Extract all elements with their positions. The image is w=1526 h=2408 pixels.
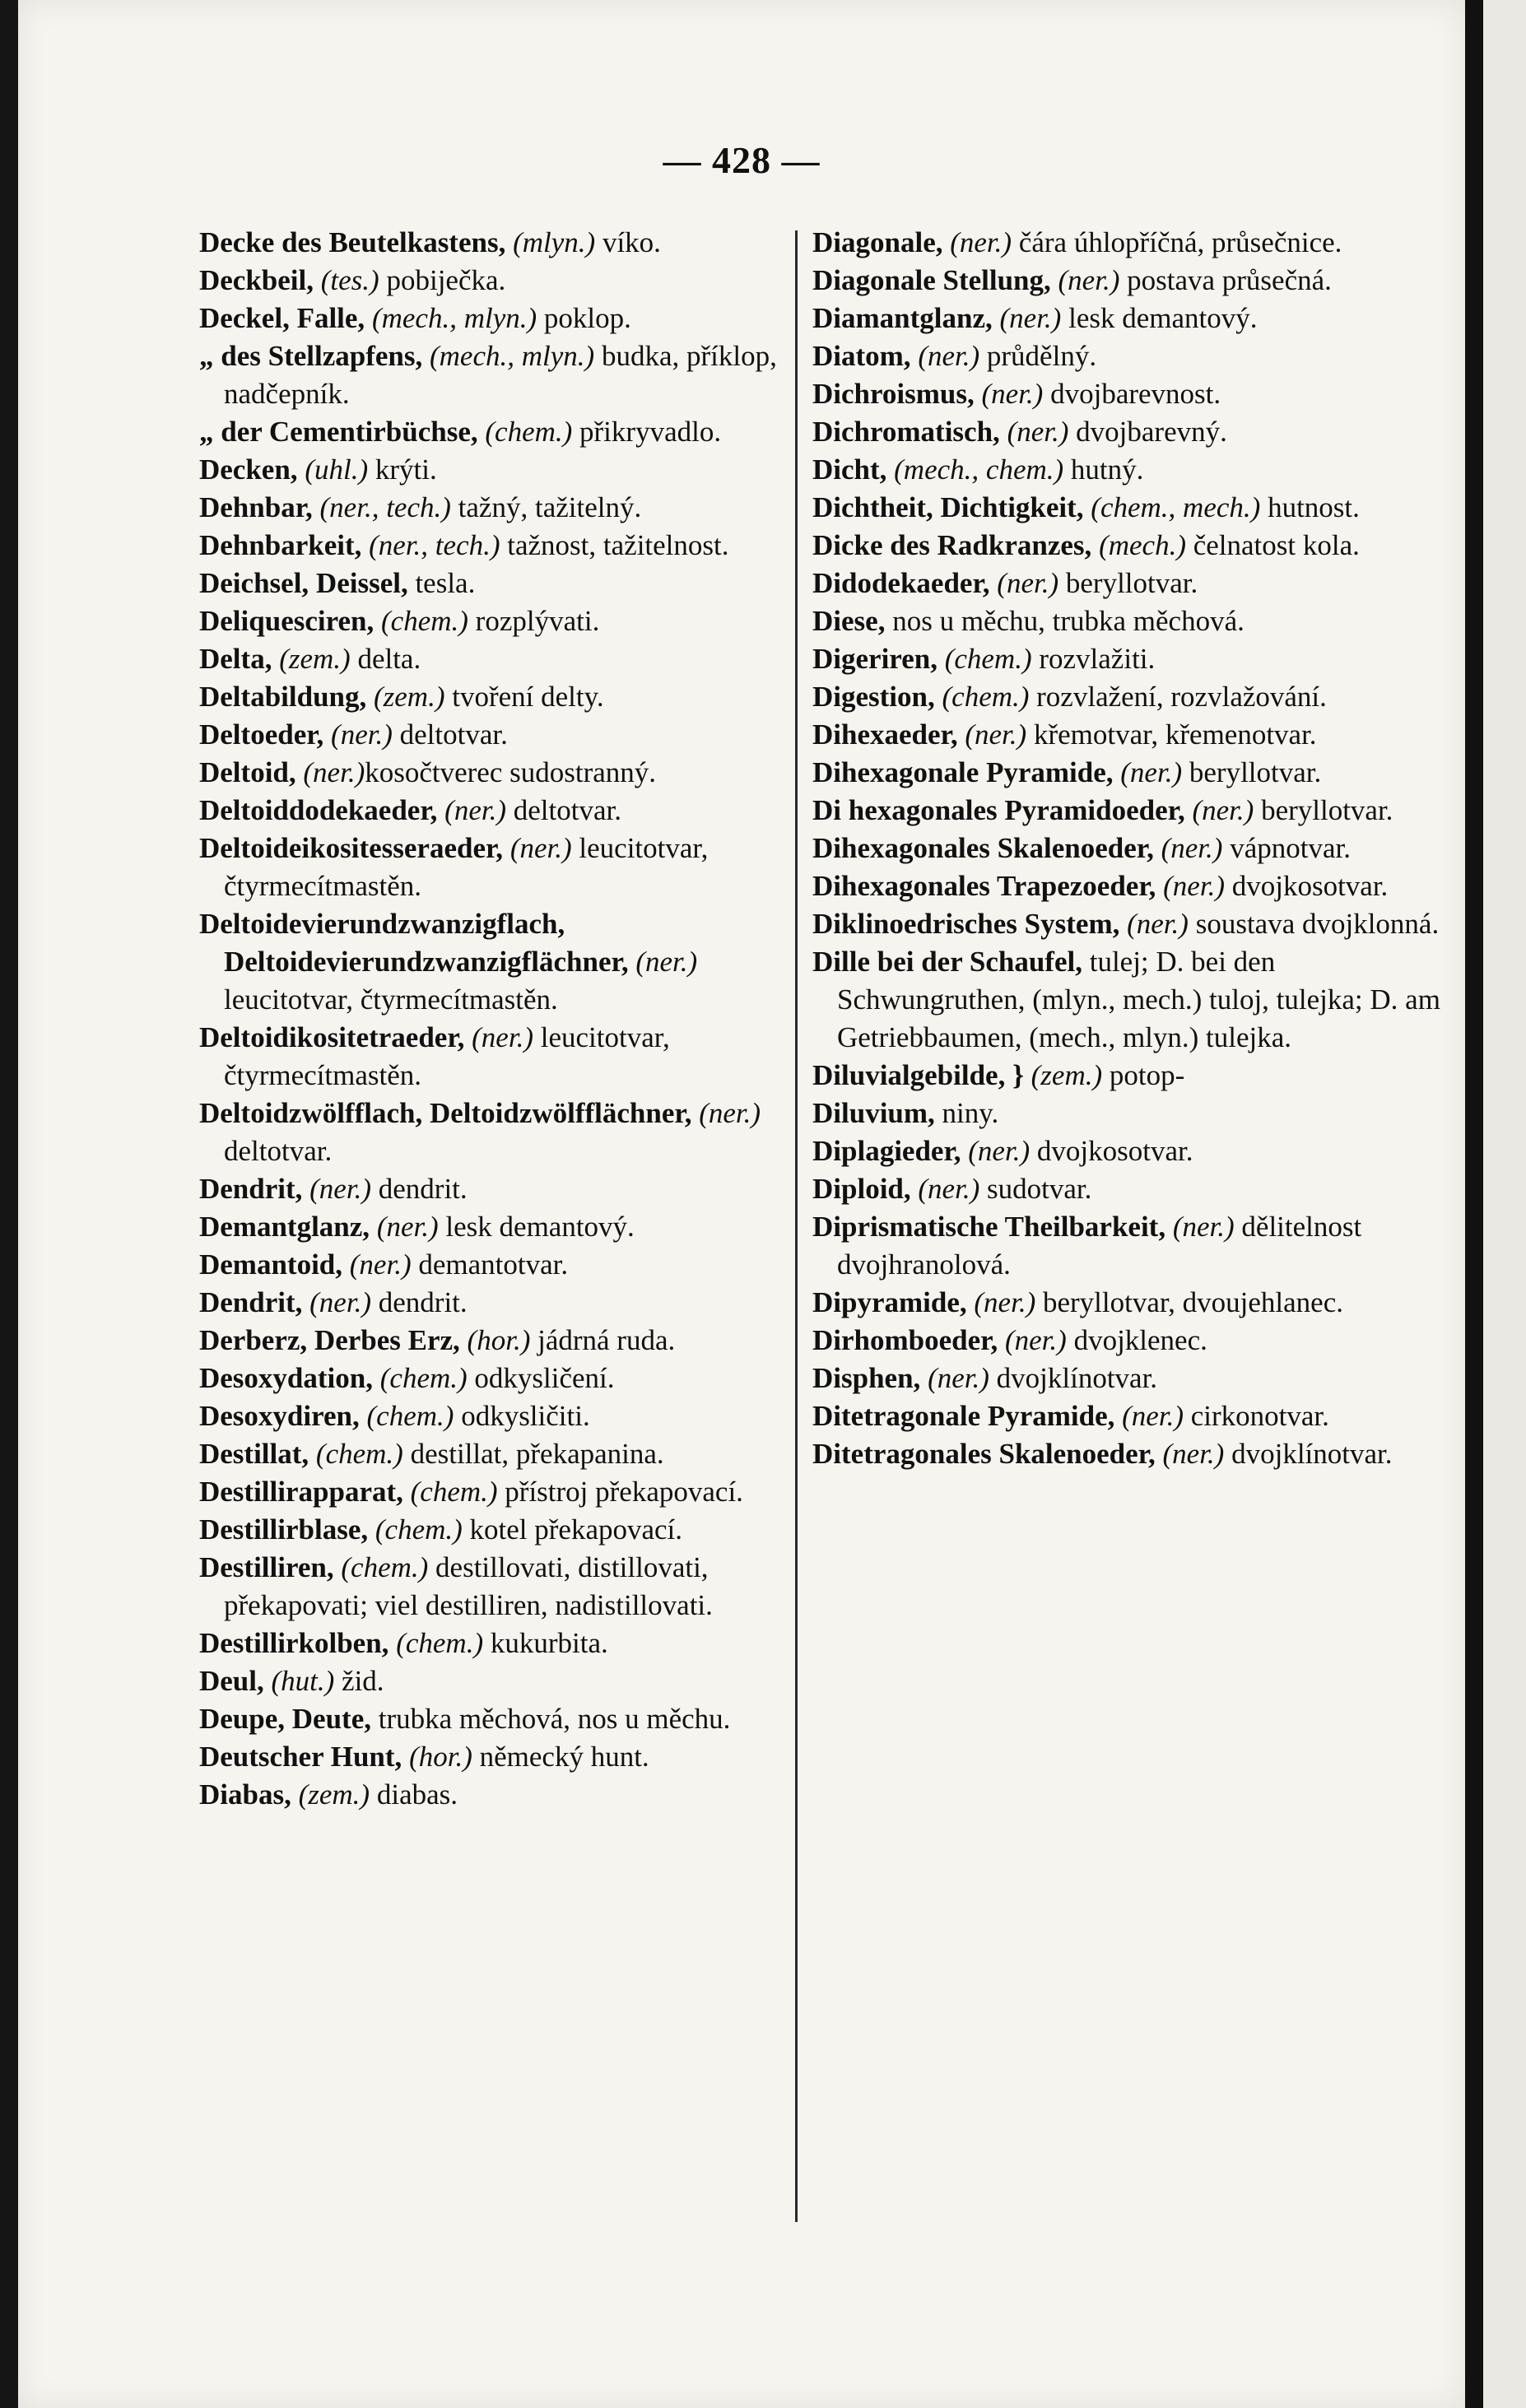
entry-field-label: (ner.) — [699, 1097, 761, 1129]
entry-headword: Diagonale, — [812, 226, 943, 258]
entry-translation: cirkonotvar. — [1184, 1400, 1329, 1432]
entry-translation: tesla. — [407, 567, 476, 599]
entry-field-label: (hut.) — [271, 1665, 335, 1697]
dictionary-entry — [199, 1549, 829, 1625]
entry-field-label: (ner.) — [303, 756, 365, 788]
entry-field-label: (chem.) — [944, 643, 1032, 675]
dictionary-entry — [812, 1095, 1442, 1132]
entry-translation: poklop. — [537, 302, 631, 334]
entry-headword: Diluvium, — [812, 1097, 935, 1129]
entry-field-label: (ner.) — [331, 718, 393, 751]
entry-field-label: (ner.) — [349, 1248, 412, 1281]
entry-translation: leucitotvar, čtyrmecítmastěn. — [224, 832, 709, 902]
entry-headword: Deltoidzwölfflach, Deltoidzwölfflächner, — [199, 1097, 692, 1129]
entry-field-label: (mlyn.) — [513, 226, 596, 258]
entry-headword: Decken, — [199, 453, 298, 486]
entry-translation: přístroj překapovací. — [497, 1476, 743, 1508]
entry-translation: beryllotvar. — [1182, 756, 1322, 788]
entry-translation: tažnost, tažitelnost. — [500, 529, 729, 561]
entry-headword: Deckel, Falle, — [199, 302, 365, 334]
entry-headword: Dirhomboeder, — [812, 1324, 998, 1356]
entry-translation: tulej; D. bei den Schwungruthen, (mlyn., mech.) tuloj, tulejka; D. am Getriebbaumen, (mech., mlyn.) tulejka. — [837, 946, 1440, 1053]
dictionary-entry — [199, 1511, 829, 1549]
entry-field-label: (zem.) — [279, 643, 351, 675]
entry-translation: lesk demantový. — [438, 1211, 635, 1243]
dictionary-entry — [199, 602, 829, 640]
entry-translation: odkysličení. — [467, 1362, 615, 1394]
entry-translation: delta. — [350, 643, 421, 675]
dictionary-entry — [199, 1208, 829, 1246]
page-number: — 428 — — [663, 139, 821, 181]
entry-headword: Diprismatische Theilbarkeit, — [812, 1211, 1166, 1243]
entry-translation: beryllotvar, dvoujehlanec. — [1035, 1286, 1343, 1318]
dictionary-entry — [812, 224, 1442, 262]
entry-headword: Diabas, — [199, 1778, 291, 1811]
dictionary-entry — [812, 337, 1442, 375]
dictionary-entry — [812, 754, 1442, 792]
entry-headword: Destillirblase, — [199, 1513, 369, 1546]
entry-headword: Decke des Beutelkastens, — [199, 226, 506, 258]
entry-translation: leucitotvar, čtyrmecítmastěn. — [224, 983, 558, 1016]
entry-field-label: (ner.) — [999, 302, 1062, 334]
entry-headword: Destillirkolben, — [199, 1627, 389, 1659]
dictionary-entry — [812, 451, 1442, 489]
dictionary-entry — [199, 1776, 829, 1814]
column-divider — [795, 230, 798, 2222]
entry-field-label: (hor.) — [409, 1741, 472, 1773]
entry-translation: hutnost. — [1260, 491, 1360, 523]
entry-field-label: (ner.) — [918, 340, 980, 372]
entry-headword: Delta, — [199, 643, 272, 675]
entry-field-label: (ner.) — [1120, 756, 1183, 788]
dictionary-entry — [199, 262, 829, 300]
adjacent-page-edge — [1465, 0, 1526, 2408]
dictionary-entry — [199, 1397, 829, 1435]
entry-field-label: (ner.) — [1192, 794, 1254, 826]
dictionary-entry — [199, 905, 829, 1019]
entry-translation: niny. — [934, 1097, 999, 1129]
entry-field-label: (ner.) — [309, 1286, 371, 1318]
entry-translation: beryllotvar. — [1254, 794, 1393, 826]
dictionary-entry — [199, 1662, 829, 1700]
dictionary-entry — [199, 754, 829, 792]
entry-translation: německý hunt. — [472, 1741, 649, 1773]
dictionary-entry — [199, 830, 829, 905]
entry-translation: dvojklínotvar. — [989, 1362, 1158, 1394]
right-column — [812, 224, 1442, 1473]
entry-headword: Diese, — [812, 605, 886, 637]
entry-field-label: (ner.) — [1127, 908, 1189, 940]
entry-translation: tvoření delty. — [444, 681, 604, 713]
dictionary-entry — [199, 716, 829, 754]
entry-field-label: (ner.) — [1004, 1324, 1067, 1356]
dictionary-entry — [812, 830, 1442, 867]
dictionary-entry — [199, 1246, 829, 1284]
entry-translation: čelnatost kola. — [1185, 529, 1360, 561]
entry-headword: „ der Cementirbüchse, — [199, 416, 478, 448]
dictionary-entry — [812, 1360, 1442, 1397]
entry-headword: Deckbeil, — [199, 264, 314, 296]
entry-headword: Digeriren, — [812, 643, 937, 675]
entry-headword: Deltoeder, — [199, 718, 324, 751]
entry-headword: Deltabildung, — [199, 681, 367, 713]
entry-translation: dělitelnost dvojhranolová. — [837, 1211, 1362, 1281]
entry-translation: průdělný. — [979, 340, 1097, 372]
entry-field-label: (chem.) — [375, 1513, 463, 1546]
entry-translation: deltotvar. — [392, 718, 508, 751]
entry-translation: destillovati, distillovati, překapovati; viel destilliren, nadistillovati. — [224, 1551, 713, 1621]
entry-headword: Deltoid, — [199, 756, 296, 788]
entry-headword: Diagonale Stellung, — [812, 264, 1051, 296]
dictionary-entry — [812, 602, 1442, 640]
entry-translation: diabas. — [370, 1778, 458, 1811]
dictionary-entry — [199, 451, 829, 489]
entry-headword: Dille bei der Schaufel, — [812, 946, 1082, 978]
dictionary-entry — [199, 1170, 829, 1208]
dictionary-entry — [812, 640, 1442, 678]
entry-field-label: (ner.) — [1122, 1400, 1184, 1432]
entry-translation: čára úhlopříčná, průsečnice. — [1012, 226, 1342, 258]
dictionary-entry — [199, 1095, 829, 1170]
entry-field-label: (zem.) — [374, 681, 445, 713]
entry-field-label: (ner.) — [635, 946, 698, 978]
entry-headword: Dicke des Radkranzes, — [812, 529, 1092, 561]
entry-headword: Deltoidikositetraeder, — [199, 1021, 465, 1053]
entry-field-label: (mech., chem.) — [894, 453, 1064, 486]
entry-translation: budka, příklop, nadčepník. — [224, 340, 777, 410]
next-page-strip — [1483, 0, 1526, 2408]
entry-translation: odkysličiti. — [454, 1400, 590, 1432]
entry-field-label: (ner.) — [981, 378, 1044, 410]
entry-field-label: (chem.) — [341, 1551, 429, 1583]
entry-headword: Dichroismus, — [812, 378, 975, 410]
dictionary-entry — [199, 640, 829, 678]
dictionary-entry — [199, 1738, 829, 1776]
entry-translation: dvojklenec. — [1066, 1324, 1207, 1356]
entry-headword: Destillat, — [199, 1438, 309, 1470]
entry-headword: Dehnbarkeit, — [199, 529, 362, 561]
entry-translation: trubka měchová, nos u měchu. — [371, 1703, 731, 1735]
dictionary-entry — [812, 413, 1442, 451]
dictionary-entry — [199, 1700, 829, 1738]
entry-translation: rozplývati. — [468, 605, 600, 637]
entry-translation: víko. — [595, 226, 661, 258]
entry-headword: Destillirapparat, — [199, 1476, 403, 1508]
entry-headword: Ditetragonales Skalenoeder, — [812, 1438, 1156, 1470]
dictionary-entry — [199, 337, 829, 413]
dictionary-entry — [812, 527, 1442, 565]
entry-field-label: (chem.) — [381, 605, 468, 637]
entry-field-label: (chem.) — [379, 1362, 468, 1394]
entry-translation: leucitotvar, čtyrmecítmastěn. — [224, 1021, 670, 1091]
entry-headword: Dendrit, — [199, 1173, 303, 1205]
dictionary-entry — [812, 1057, 1442, 1095]
entry-field-label: (ner.) — [1162, 1438, 1225, 1470]
entry-headword: Demantglanz, — [199, 1211, 370, 1243]
entry-translation: žid. — [334, 1665, 384, 1697]
entry-headword: Deichsel, Deissel, — [199, 567, 408, 599]
entry-headword: Dendrit, — [199, 1286, 303, 1318]
entry-field-label: (ner.) — [1161, 832, 1223, 864]
entry-translation: postava průsečná. — [1119, 264, 1332, 296]
entry-translation: kotel překapovací. — [462, 1513, 683, 1546]
entry-field-label: (ner.) — [1172, 1211, 1235, 1243]
entry-field-label: (chem.) — [485, 416, 573, 448]
dictionary-entry — [812, 678, 1442, 716]
entry-headword: Dicht, — [812, 453, 887, 486]
entry-translation: pobiječka. — [379, 264, 506, 296]
entry-headword: Dehnbar, — [199, 491, 313, 523]
dictionary-entry — [812, 1284, 1442, 1322]
entry-headword: Deltoidevierundzwanzigflach, Deltoidevierundzwanzigflächner, — [199, 908, 629, 978]
dictionary-entry — [812, 1170, 1442, 1208]
dictionary-entry — [812, 943, 1442, 1057]
entry-headword: Dichtheit, Dichtigkeit, — [812, 491, 1084, 523]
entry-field-label: (tes.) — [320, 264, 379, 296]
entry-field-label: (ner.) — [997, 567, 1059, 599]
entry-headword: Diploid, — [812, 1173, 911, 1205]
entry-headword: Dihexagonales Trapezoeder, — [812, 870, 1156, 902]
dictionary-entry — [199, 224, 829, 262]
dictionary-entry — [812, 905, 1442, 943]
entry-field-label: (mech., mlyn.) — [371, 302, 537, 334]
entry-translation: kukurbita. — [483, 1627, 608, 1659]
entry-field-label: (ner.) — [1058, 264, 1120, 296]
dictionary-entry — [812, 375, 1442, 413]
dictionary-entry — [812, 300, 1442, 337]
dictionary-entry — [199, 565, 829, 602]
entry-headword: Di hexagonales Pyramidoeder, — [812, 794, 1185, 826]
entry-translation: rozvlažení, rozvlažování. — [1029, 681, 1327, 713]
dictionary-entry — [812, 716, 1442, 754]
dictionary-entry — [812, 565, 1442, 602]
entry-field-label: (chem.) — [366, 1400, 454, 1432]
dictionary-entry — [812, 1397, 1442, 1435]
entry-field-label: (chem.) — [942, 681, 1030, 713]
entry-headword: Digestion, — [812, 681, 935, 713]
dictionary-entry — [812, 792, 1442, 830]
entry-headword: Desoxydiren, — [199, 1400, 360, 1432]
entry-translation: deltotvar. — [224, 1135, 333, 1167]
entry-translation: deltotvar. — [506, 794, 621, 826]
entry-field-label: (ner.) — [974, 1286, 1036, 1318]
entry-headword: Deliquesciren, — [199, 605, 375, 637]
entry-headword: Diklinoedrisches System, — [812, 908, 1120, 940]
entry-field-label: (ner., tech.) — [369, 529, 500, 561]
entry-translation: dvojbarevný. — [1068, 416, 1227, 448]
dictionary-entry — [812, 489, 1442, 527]
entry-field-label: (zem.) — [298, 1778, 370, 1811]
dictionary-entry — [812, 867, 1442, 905]
entry-translation: dvojklínotvar. — [1224, 1438, 1393, 1470]
entry-field-label: (chem.) — [396, 1627, 484, 1659]
dictionary-entry — [199, 1284, 829, 1322]
entry-headword: Deupe, Deute, — [199, 1703, 371, 1735]
entry-translation: destillat, překapanina. — [402, 1438, 664, 1470]
dictionary-page — [18, 0, 1465, 2408]
entry-translation: přikryvadlo. — [572, 416, 722, 448]
entry-field-label: (ner.) — [1163, 870, 1225, 902]
entry-headword: Diplagieder, — [812, 1135, 961, 1167]
dictionary-entry — [199, 678, 829, 716]
entry-field-label: (ner.) — [928, 1362, 989, 1394]
entry-field-label: (ner.) — [918, 1173, 980, 1205]
entry-translation: dvojkosotvar. — [1030, 1135, 1193, 1167]
entry-field-label: (ner.) — [968, 1135, 1031, 1167]
dictionary-entry — [199, 413, 829, 451]
entry-headword: Destilliren, — [199, 1551, 334, 1583]
entry-field-label: (ner.) — [309, 1173, 371, 1205]
entry-field-label: (chem., mech.) — [1091, 491, 1261, 523]
entry-translation: křemotvar, křemenotvar. — [1026, 718, 1317, 751]
entry-headword: Deltoideikositesseraeder, — [199, 832, 504, 864]
entry-translation: demantotvar. — [411, 1248, 569, 1281]
dictionary-entry — [199, 1360, 829, 1397]
left-column — [199, 224, 829, 1814]
entry-field-label: (uhl.) — [305, 453, 369, 486]
entry-headword: Didodekaeder, — [812, 567, 990, 599]
dictionary-entry — [199, 1019, 829, 1095]
dictionary-entry — [199, 1435, 829, 1473]
entry-translation: jádrná ruda. — [530, 1324, 676, 1356]
entry-translation: vápnotvar. — [1222, 832, 1351, 864]
dictionary-entry — [812, 1208, 1442, 1284]
entry-field-label: (hor.) — [467, 1324, 531, 1356]
dictionary-entry — [199, 300, 829, 337]
entry-headword: Ditetragonale Pyramide, — [812, 1400, 1115, 1432]
entry-translation: rozvlažiti. — [1031, 643, 1156, 675]
entry-translation: beryllotvar. — [1058, 567, 1198, 599]
entry-headword: Diatom, — [812, 340, 911, 372]
entry-translation: krýti. — [368, 453, 437, 486]
entry-headword: Deul, — [199, 1665, 264, 1697]
dictionary-entry — [812, 262, 1442, 300]
entry-field-label: (ner.) — [376, 1211, 439, 1243]
entry-headword: Derberz, Derbes Erz, — [199, 1324, 460, 1356]
entry-translation: dendrit. — [371, 1173, 468, 1205]
entry-translation: potop- — [1102, 1059, 1185, 1091]
entry-translation: dvojbarevnost. — [1043, 378, 1221, 410]
dictionary-entry — [199, 792, 829, 830]
entry-field-label: (chem.) — [315, 1438, 403, 1470]
entry-translation: sudotvar. — [979, 1173, 1092, 1205]
entry-field-label: (mech.) — [1099, 529, 1186, 561]
entry-headword: Dihexagonales Skalenoeder, — [812, 832, 1154, 864]
dictionary-entry — [812, 1322, 1442, 1360]
entry-translation: tažný, tažitelný. — [450, 491, 642, 523]
entry-headword: Deltoiddodekaeder, — [199, 794, 438, 826]
entry-headword: Desoxydation, — [199, 1362, 373, 1394]
entry-field-label: (mech., mlyn.) — [430, 340, 595, 372]
entry-translation: lesk demantový. — [1061, 302, 1258, 334]
entry-translation: hutný. — [1063, 453, 1144, 486]
entry-headword: „ des Stellzapfens, — [199, 340, 423, 372]
entry-translation: dendrit. — [371, 1286, 468, 1318]
entry-headword: Demantoid, — [199, 1248, 343, 1281]
dictionary-entry — [199, 1322, 829, 1360]
entry-translation: soustava dvojklonná. — [1188, 908, 1440, 940]
entry-headword: Dihexaeder, — [812, 718, 958, 751]
entry-headword: Deutscher Hunt, — [199, 1741, 402, 1773]
entry-translation: nos u měchu, trubka měchová. — [885, 605, 1245, 637]
entry-field-label: (ner.) — [509, 832, 572, 864]
dictionary-entry — [812, 1435, 1442, 1473]
entry-translation: kosočtverec sudostranný. — [365, 756, 657, 788]
dictionary-entry — [199, 1473, 829, 1511]
entry-headword: Dihexagonale Pyramide, — [812, 756, 1114, 788]
entry-field-label: (ner., tech.) — [319, 491, 451, 523]
entry-field-label: (chem.) — [410, 1476, 498, 1508]
entry-headword: Dipyramide, — [812, 1286, 967, 1318]
entry-field-label: (ner.) — [1007, 416, 1069, 448]
dictionary-entry — [199, 1625, 829, 1662]
entry-field-label: (zem.) — [1031, 1059, 1103, 1091]
entry-field-label: (ner.) — [965, 718, 1027, 751]
dictionary-entry — [199, 489, 829, 527]
entry-headword: Disphen, — [812, 1362, 921, 1394]
entry-headword: Diamantglanz, — [812, 302, 993, 334]
entry-field-label: (ner.) — [444, 794, 507, 826]
entry-headword: Diluvialgebilde, } — [812, 1059, 1031, 1091]
dictionary-entry — [199, 527, 829, 565]
entry-field-label: (ner.) — [472, 1021, 533, 1053]
entry-field-label: (ner.) — [950, 226, 1012, 258]
entry-headword: Dichromatisch, — [812, 416, 1000, 448]
dictionary-entry — [812, 1132, 1442, 1170]
entry-translation: dvojkosotvar. — [1224, 870, 1389, 902]
